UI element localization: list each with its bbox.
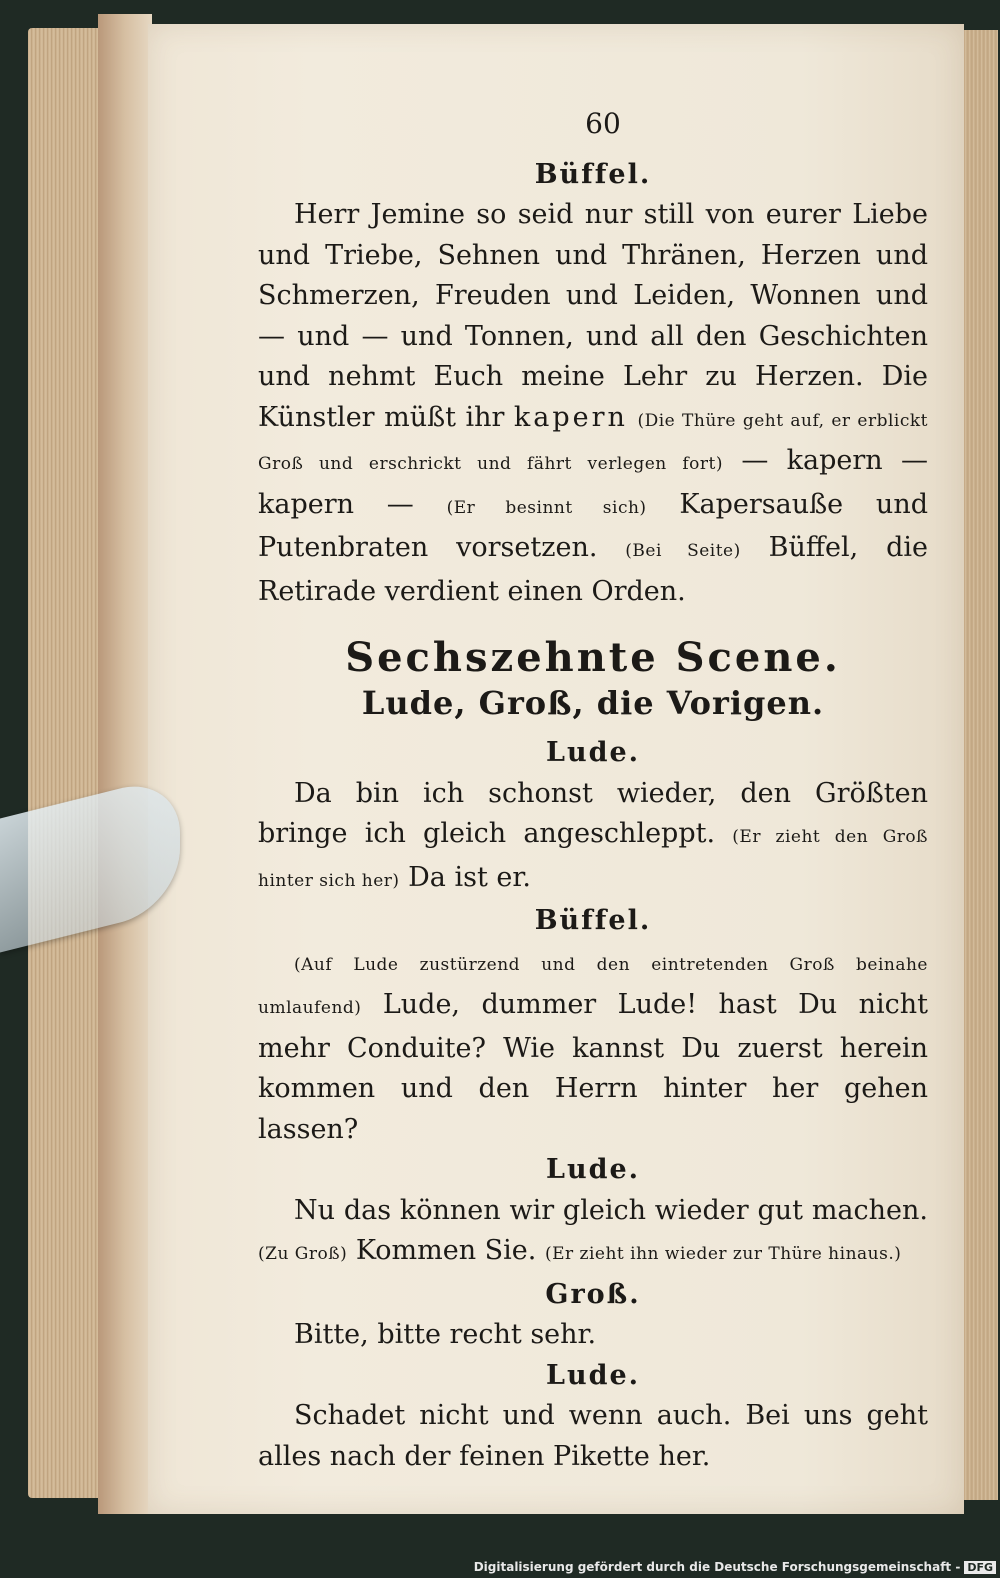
dialogue-text: Da ist er. [399, 861, 531, 893]
dialogue-text: Herr Jemine so seid nur still von eurer Liebe und Triebe, Sehnen und Thränen, Herzen und Schmerzen, Freuden und Leiden, Wonnen und — und — und Tonnen, und all den Geschichten und nehmt Euch meine Lehr zu Herzen. Die Künstler müßt ihr [258, 199, 928, 433]
book [20, 14, 998, 1554]
page-edges-right [958, 30, 998, 1500]
dialogue-text: Bitte, bitte recht sehr. [294, 1319, 597, 1350]
dialogue-text: Büffel, die Retirade verdient einen Orden. [258, 532, 928, 607]
page-number: 60 [585, 107, 621, 140]
stage-direction: (Er zieht ihn wieder zur Thüre hinaus.) [544, 1244, 902, 1264]
dialogue-paragraph [258, 774, 928, 902]
dialogue-text: Nu das können wir gleich wieder gut machen. [294, 1194, 928, 1226]
page-content [258, 104, 928, 1477]
stage-direction: (Zu Groß) [258, 1244, 348, 1264]
scene-title: Sechszehnte Scene. [345, 634, 841, 681]
speaker-name: Büffel. [534, 905, 652, 936]
speaker-name: Lude. [545, 1154, 641, 1185]
stage-direction: (Er besinnt sich) [446, 497, 647, 518]
scene-characters: Lude, Groß, die Vorigen. [361, 683, 825, 722]
dialogue-text: Lude, dummer Lude! hast Du nicht mehr Conduite? Wie kannst Du zuerst herein kommen und den Herrn hinter her gehen lassen? [258, 989, 928, 1145]
dialogue-paragraph [258, 1315, 928, 1356]
speaker-name: Lude. [545, 737, 641, 768]
dialogue-paragraph [258, 195, 928, 612]
book-page [148, 24, 964, 1514]
footer-text: Digitalisierung gefördert durch die Deutsche Forschungsgemeinschaft - [473, 1560, 961, 1574]
dialogue-paragraph [258, 1396, 928, 1477]
speaker-name: Büffel. [534, 158, 652, 190]
speaker-name: Groß. [545, 1278, 641, 1310]
dialogue-text: kapern [513, 401, 628, 433]
dialogue-text: Schadet nicht und wenn auch. Bei uns geht alles nach der feinen Pikette her. [258, 1400, 928, 1472]
stage-direction: (Auf Lude zustürzend und den eintretenden Groß beinahe umlaufend) [258, 954, 928, 1018]
stage-direction: (Die Thüre geht auf, er erblickt Groß und erschrickt und fährt verlegen fort) [258, 410, 928, 474]
speaker-name: Lude. [545, 1359, 641, 1391]
dialogue-paragraph [258, 942, 928, 1151]
dialogue-text: Kapersauße und Putenbraten vorsetzen. [258, 488, 928, 563]
book-gutter [98, 14, 152, 1514]
stage-direction: (Bei Seite) [625, 541, 741, 561]
dialogue-paragraph [258, 1191, 928, 1275]
dialogue-text: — kapern — kapern — [258, 445, 929, 520]
dialogue-text: Kommen Sie. [347, 1235, 545, 1266]
dialogue-text: Da bin ich schonst wieder, den Größten bringe ich gleich angeschleppt. [258, 777, 928, 849]
stage-direction: (Er zieht den Groß hinter sich her) [258, 827, 928, 891]
footer-credit [474, 1560, 996, 1574]
dfg-logo-icon: DFG [964, 1561, 996, 1574]
